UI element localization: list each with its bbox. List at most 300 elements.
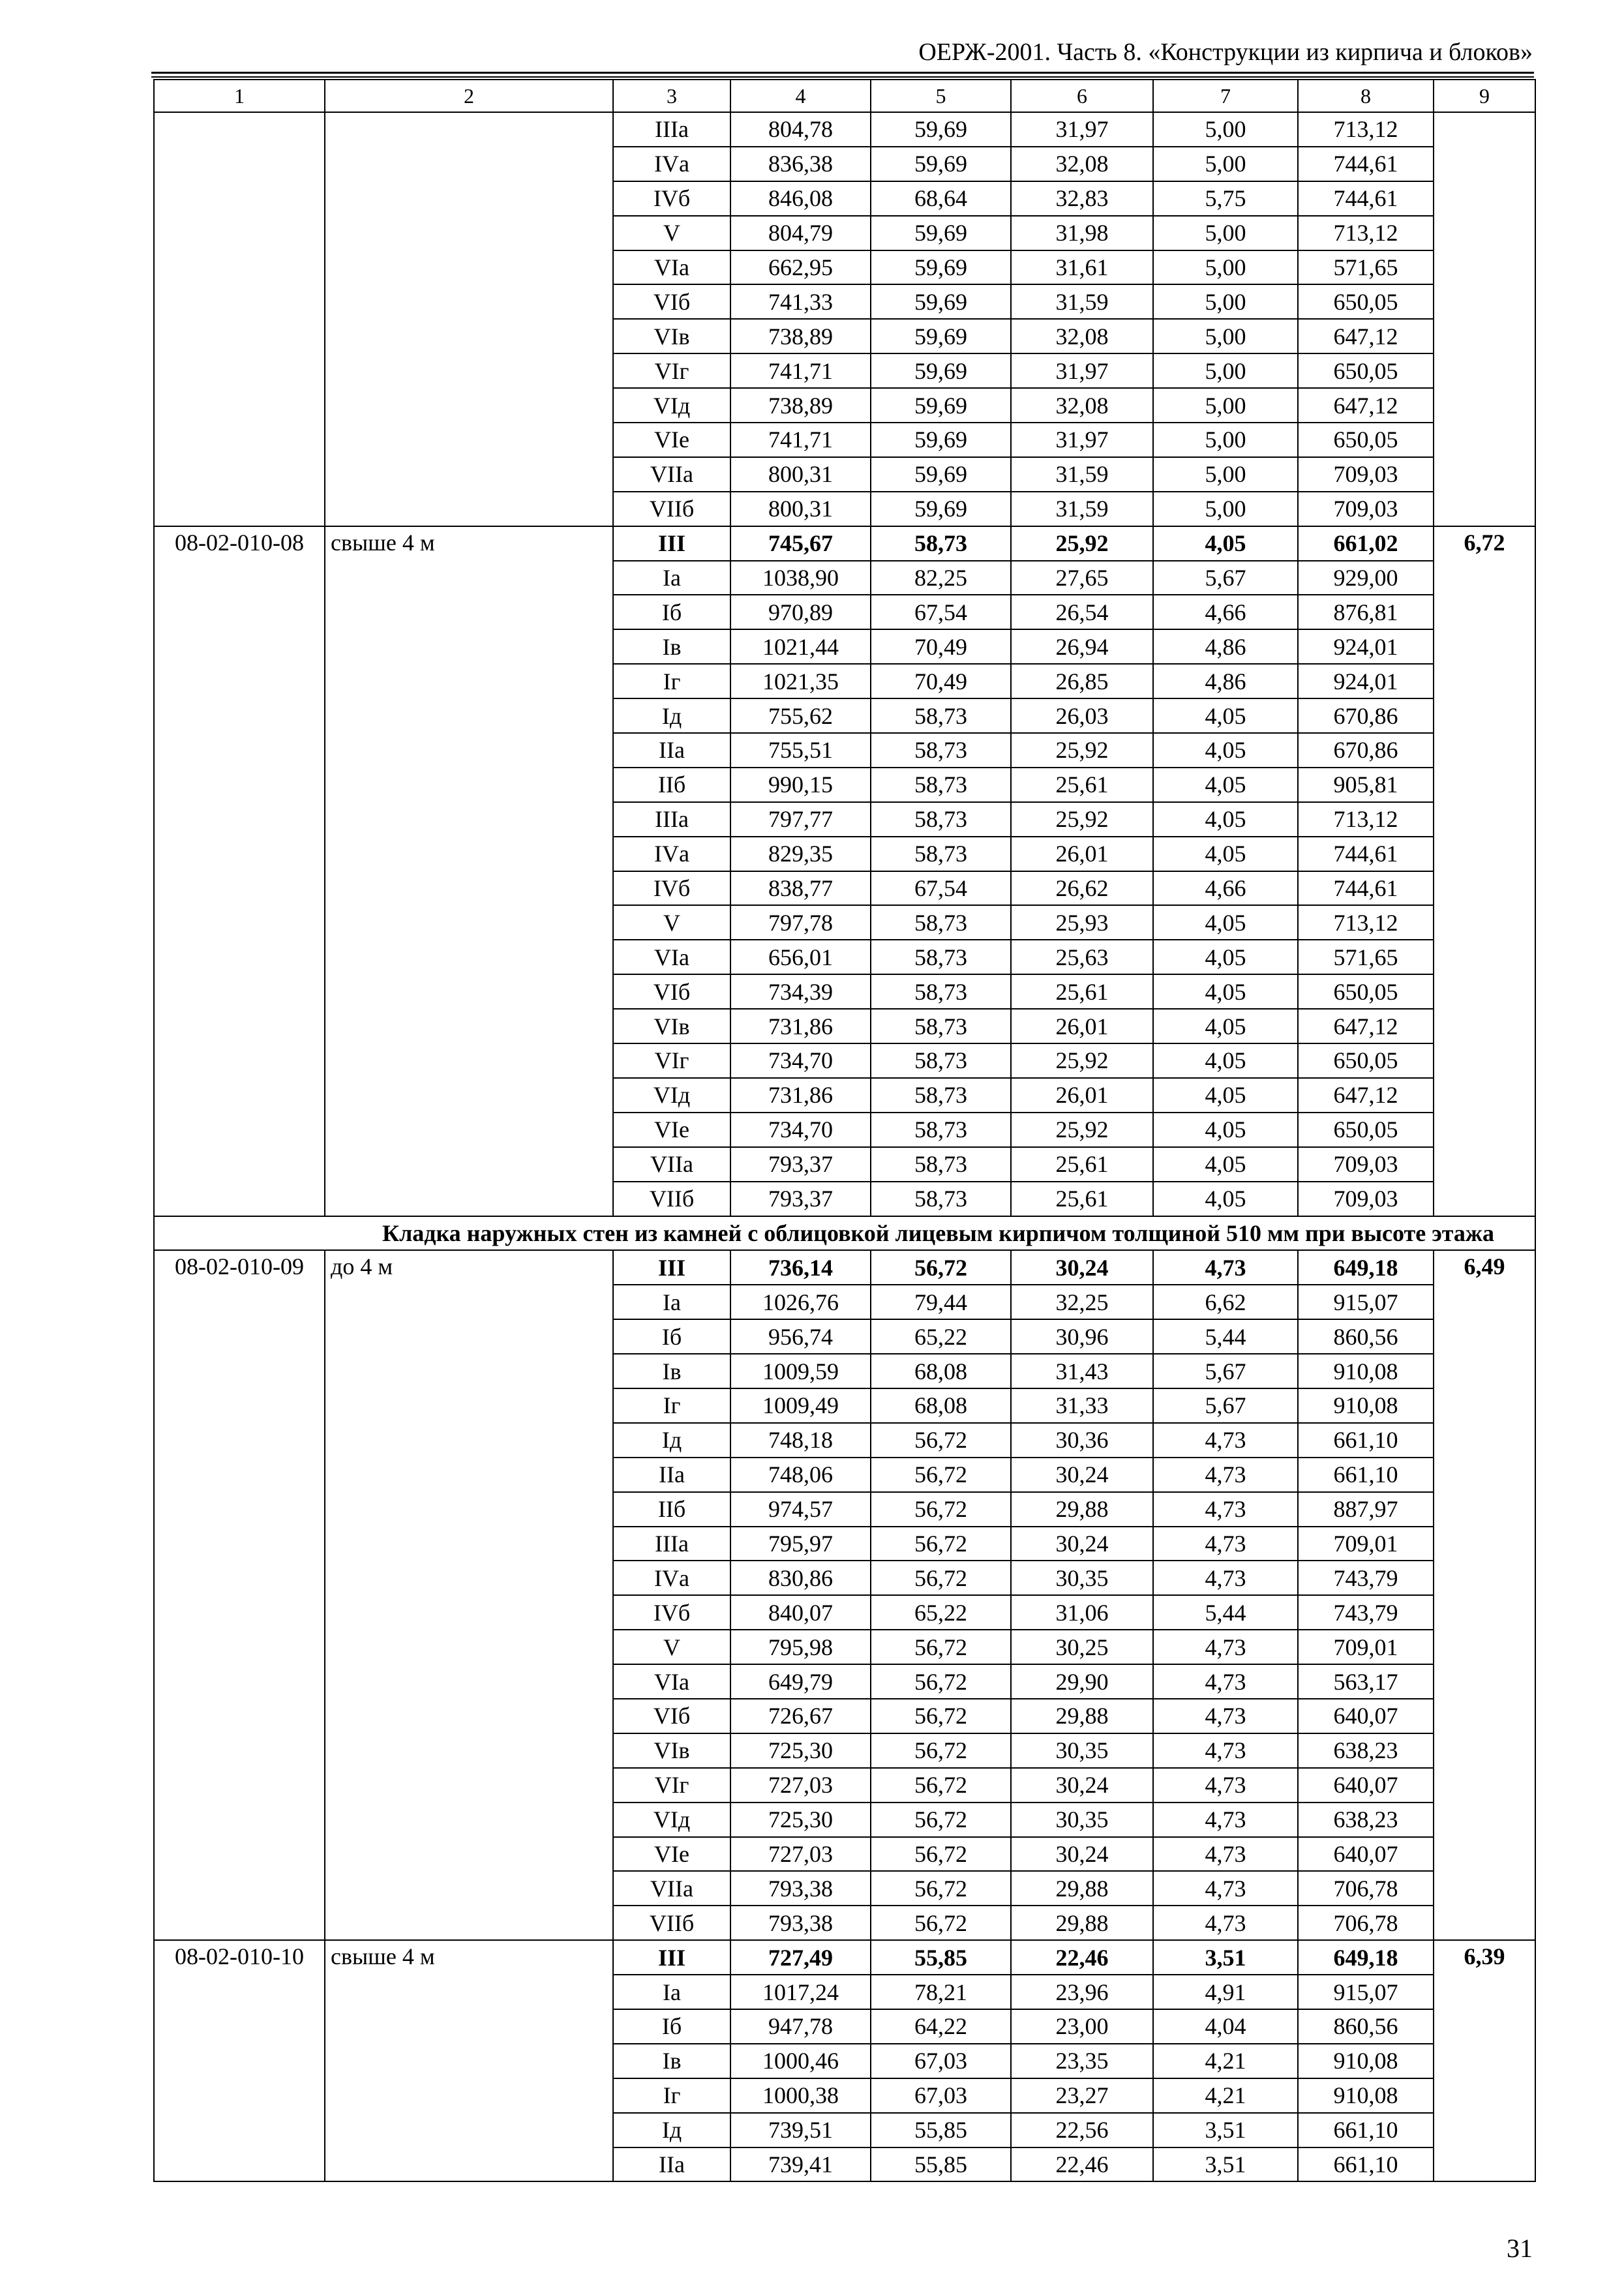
- value-cell: 731,86: [730, 1009, 871, 1043]
- value-cell: 31,61: [1011, 250, 1153, 285]
- value-cell: 25,61: [1011, 974, 1153, 1009]
- section-row: [154, 1216, 1535, 1251]
- value-cell: 25,61: [1011, 768, 1153, 802]
- value-cell: 755,51: [730, 733, 871, 768]
- value-cell: 638,23: [1298, 1803, 1434, 1837]
- value-cell: 4,05: [1153, 1147, 1298, 1182]
- value-cell: 59,69: [871, 388, 1011, 423]
- region-cell: IIа: [613, 733, 730, 768]
- value-cell: 56,72: [871, 1527, 1011, 1561]
- value-cell: 26,94: [1011, 629, 1153, 664]
- value-cell: 734,39: [730, 974, 871, 1009]
- value-cell: 59,69: [871, 112, 1011, 147]
- region-cell: VIIа: [613, 1147, 730, 1182]
- value-cell: 26,54: [1011, 595, 1153, 629]
- region-cell: V: [613, 216, 730, 250]
- value-cell: 744,61: [1298, 837, 1434, 871]
- value-cell: 640,07: [1298, 1768, 1434, 1803]
- value-cell: 25,92: [1011, 802, 1153, 837]
- value-cell: 571,65: [1298, 250, 1434, 285]
- code-cell: [154, 112, 325, 526]
- value-cell: 5,00: [1153, 388, 1298, 423]
- value-cell: 29,88: [1011, 1699, 1153, 1733]
- region-cell: VIд: [613, 1803, 730, 1837]
- value-cell: 829,35: [730, 837, 871, 871]
- value-cell: 1038,90: [730, 561, 871, 595]
- value-cell: 800,31: [730, 457, 871, 492]
- region-cell: IVа: [613, 1561, 730, 1595]
- value-cell: 56,72: [871, 1664, 1011, 1699]
- value-cell: 1009,49: [730, 1388, 871, 1423]
- value-cell: 58,73: [871, 768, 1011, 802]
- value-cell: 793,38: [730, 1906, 871, 1940]
- value-cell: 744,61: [1298, 181, 1434, 216]
- value-cell: 30,24: [1011, 1527, 1153, 1561]
- value-cell: 25,63: [1011, 940, 1153, 974]
- value-cell: 32,83: [1011, 181, 1153, 216]
- value-cell: 29,88: [1011, 1871, 1153, 1906]
- region-cell: Iа: [613, 561, 730, 595]
- value-cell: 915,07: [1298, 1975, 1434, 2009]
- value-cell: 31,43: [1011, 1354, 1153, 1388]
- page-header: ОЕРЖ-2001. Часть 8. «Конструкции из кирпича и блоков»: [918, 38, 1533, 66]
- value-cell: 709,01: [1298, 1527, 1434, 1561]
- value-cell: 649,18: [1298, 1250, 1434, 1285]
- value-cell: 709,03: [1298, 1147, 1434, 1182]
- value-cell: 30,24: [1011, 1458, 1153, 1492]
- value-cell: 731,86: [730, 1078, 871, 1113]
- value-cell: 58,73: [871, 940, 1011, 974]
- value-cell: 4,73: [1153, 1906, 1298, 1940]
- region-cell: VIе: [613, 1113, 730, 1147]
- column-number: 3: [613, 80, 730, 112]
- region-cell: III: [613, 1250, 730, 1285]
- value-cell: 5,67: [1153, 561, 1298, 595]
- value-cell: 4,05: [1153, 733, 1298, 768]
- value-cell: 26,01: [1011, 1009, 1153, 1043]
- value-cell: 68,08: [871, 1354, 1011, 1388]
- value-cell: 840,07: [730, 1595, 871, 1630]
- region-cell: Iв: [613, 2044, 730, 2078]
- value-cell: 26,85: [1011, 664, 1153, 698]
- region-cell: V: [613, 1630, 730, 1664]
- value-cell: 25,61: [1011, 1147, 1153, 1182]
- value-cell: 4,05: [1153, 1182, 1298, 1216]
- value-cell: 5,00: [1153, 492, 1298, 526]
- value-cell: 65,22: [871, 1595, 1011, 1630]
- region-cell: Iв: [613, 1354, 730, 1388]
- region-cell: VIб: [613, 974, 730, 1009]
- table-row: [154, 112, 1535, 147]
- value-cell: 5,75: [1153, 181, 1298, 216]
- value-cell: 58,73: [871, 1043, 1011, 1078]
- value-cell: 738,89: [730, 388, 871, 423]
- table-row: [154, 1940, 1535, 1975]
- value-cell: 58,73: [871, 526, 1011, 561]
- region-cell: VIа: [613, 1664, 730, 1699]
- value-cell: 4,73: [1153, 1250, 1298, 1285]
- region-cell: III: [613, 1940, 730, 1975]
- code-cell: 08-02-010-09: [154, 1250, 325, 1940]
- value-cell: 647,12: [1298, 1078, 1434, 1113]
- region-cell: Iв: [613, 629, 730, 664]
- value-cell: 5,00: [1153, 319, 1298, 353]
- value-cell: 26,01: [1011, 837, 1153, 871]
- region-cell: IVб: [613, 1595, 730, 1630]
- value-cell: 5,00: [1153, 216, 1298, 250]
- value-cell: 59,69: [871, 216, 1011, 250]
- value-cell: 82,25: [871, 561, 1011, 595]
- value-cell: 56,72: [871, 1699, 1011, 1733]
- value-cell: 5,00: [1153, 457, 1298, 492]
- value-cell: 795,98: [730, 1630, 871, 1664]
- value-cell: 56,72: [871, 1803, 1011, 1837]
- value-cell: 647,12: [1298, 1009, 1434, 1043]
- value-cell: 736,14: [730, 1250, 871, 1285]
- value-cell: 4,73: [1153, 1733, 1298, 1768]
- value-cell: 25,92: [1011, 526, 1153, 561]
- value-cell: 67,03: [871, 2078, 1011, 2113]
- value-cell: 31,59: [1011, 492, 1153, 526]
- region-cell: III: [613, 526, 730, 561]
- column-number: 2: [325, 80, 613, 112]
- value-cell: 713,12: [1298, 112, 1434, 147]
- value-cell: 31,98: [1011, 216, 1153, 250]
- value-cell: 727,03: [730, 1768, 871, 1803]
- value-cell: 26,03: [1011, 698, 1153, 733]
- value-cell: 22,46: [1011, 2147, 1153, 2182]
- value-cell: 30,36: [1011, 1423, 1153, 1458]
- value-cell: 30,24: [1011, 1837, 1153, 1872]
- value-cell: 650,05: [1298, 1113, 1434, 1147]
- value-cell: 970,89: [730, 595, 871, 629]
- value-cell: 68,64: [871, 181, 1011, 216]
- value-cell: 905,81: [1298, 768, 1434, 802]
- region-cell: IIIа: [613, 1527, 730, 1561]
- column-number: 1: [154, 80, 325, 112]
- region-cell: VIд: [613, 388, 730, 423]
- column-number: 4: [730, 80, 871, 112]
- value-cell: 5,44: [1153, 1319, 1298, 1354]
- value-cell: 4,05: [1153, 837, 1298, 871]
- value-cell: 70,49: [871, 664, 1011, 698]
- region-cell: Iа: [613, 1975, 730, 2009]
- region-cell: VIIб: [613, 1906, 730, 1940]
- region-cell: VIIб: [613, 1182, 730, 1216]
- header-rule: [151, 76, 1534, 78]
- value-cell: 793,38: [730, 1871, 871, 1906]
- value-cell: 727,03: [730, 1837, 871, 1872]
- value-cell: 56,72: [871, 1561, 1011, 1595]
- value-cell: 743,79: [1298, 1595, 1434, 1630]
- value-cell: 709,03: [1298, 492, 1434, 526]
- value-cell: 661,10: [1298, 2113, 1434, 2147]
- value-cell: 31,33: [1011, 1388, 1153, 1423]
- value-cell: 31,97: [1011, 423, 1153, 457]
- value-cell: 32,08: [1011, 147, 1153, 181]
- condition-cell: [325, 112, 613, 526]
- value-cell: 56,72: [871, 1906, 1011, 1940]
- value-cell: 58,73: [871, 1113, 1011, 1147]
- value-cell: 56,72: [871, 1250, 1011, 1285]
- region-cell: IIб: [613, 768, 730, 802]
- value-cell: 4,21: [1153, 2078, 1298, 2113]
- value-cell: 4,66: [1153, 595, 1298, 629]
- value-cell: 3,51: [1153, 1940, 1298, 1975]
- value-cell: 31,97: [1011, 112, 1153, 147]
- value-cell: 25,92: [1011, 733, 1153, 768]
- region-cell: Iа: [613, 1285, 730, 1319]
- value-cell: 793,37: [730, 1182, 871, 1216]
- value-cell: 3,51: [1153, 2113, 1298, 2147]
- value-cell: 59,69: [871, 147, 1011, 181]
- column-number: 8: [1298, 80, 1434, 112]
- value-cell: 30,96: [1011, 1319, 1153, 1354]
- region-cell: Iд: [613, 1423, 730, 1458]
- value-cell: 640,07: [1298, 1699, 1434, 1733]
- region-cell: VIе: [613, 423, 730, 457]
- code-cell: 08-02-010-10: [154, 1940, 325, 2181]
- value-cell: 725,30: [730, 1803, 871, 1837]
- value-cell: 4,73: [1153, 1492, 1298, 1527]
- value-cell: 830,86: [730, 1561, 871, 1595]
- value-cell: 4,73: [1153, 1458, 1298, 1492]
- value-cell: 4,73: [1153, 1423, 1298, 1458]
- value-cell: 25,93: [1011, 905, 1153, 940]
- value-cell: 797,78: [730, 905, 871, 940]
- region-cell: IIIа: [613, 112, 730, 147]
- value-cell: 4,73: [1153, 1871, 1298, 1906]
- value-cell: 32,25: [1011, 1285, 1153, 1319]
- value-cell: 713,12: [1298, 905, 1434, 940]
- value-cell: 741,71: [730, 423, 871, 457]
- region-cell: IIIа: [613, 802, 730, 837]
- value-cell: 947,78: [730, 2009, 871, 2044]
- region-cell: Iд: [613, 698, 730, 733]
- value-cell: 755,62: [730, 698, 871, 733]
- value-cell: 1026,76: [730, 1285, 871, 1319]
- header-rule: [151, 72, 1534, 74]
- value-cell: 797,77: [730, 802, 871, 837]
- value-cell: 30,24: [1011, 1768, 1153, 1803]
- value-cell: 738,89: [730, 319, 871, 353]
- value-cell: 58,73: [871, 802, 1011, 837]
- value-cell: 78,21: [871, 1975, 1011, 2009]
- coefficient-cell: 6,49: [1434, 1250, 1535, 1940]
- region-cell: VIе: [613, 1837, 730, 1872]
- value-cell: 58,73: [871, 1078, 1011, 1113]
- value-cell: 709,01: [1298, 1630, 1434, 1664]
- region-cell: Iб: [613, 2009, 730, 2044]
- value-cell: 860,56: [1298, 1319, 1434, 1354]
- value-cell: 640,07: [1298, 1837, 1434, 1872]
- value-cell: 58,73: [871, 1009, 1011, 1043]
- region-cell: VIв: [613, 1733, 730, 1768]
- value-cell: 58,73: [871, 905, 1011, 940]
- value-cell: 29,88: [1011, 1492, 1153, 1527]
- region-cell: VIг: [613, 353, 730, 388]
- value-cell: 647,12: [1298, 319, 1434, 353]
- region-cell: Iб: [613, 595, 730, 629]
- value-cell: 800,31: [730, 492, 871, 526]
- value-cell: 650,05: [1298, 1043, 1434, 1078]
- value-cell: 4,73: [1153, 1630, 1298, 1664]
- value-cell: 31,59: [1011, 457, 1153, 492]
- value-cell: 4,73: [1153, 1803, 1298, 1837]
- value-cell: 910,08: [1298, 2044, 1434, 2078]
- value-cell: 739,51: [730, 2113, 871, 2147]
- value-cell: 31,97: [1011, 353, 1153, 388]
- value-cell: 713,12: [1298, 802, 1434, 837]
- value-cell: 4,05: [1153, 768, 1298, 802]
- column-number: 7: [1153, 80, 1298, 112]
- value-cell: 31,06: [1011, 1595, 1153, 1630]
- value-cell: 4,73: [1153, 1561, 1298, 1595]
- region-cell: Iд: [613, 2113, 730, 2147]
- value-cell: 709,03: [1298, 457, 1434, 492]
- value-cell: 793,37: [730, 1147, 871, 1182]
- value-cell: 670,86: [1298, 698, 1434, 733]
- value-cell: 744,61: [1298, 147, 1434, 181]
- value-cell: 5,00: [1153, 284, 1298, 319]
- region-cell: IVа: [613, 837, 730, 871]
- value-cell: 68,08: [871, 1388, 1011, 1423]
- region-cell: Iг: [613, 2078, 730, 2113]
- value-cell: 4,66: [1153, 871, 1298, 906]
- value-cell: 5,00: [1153, 423, 1298, 457]
- value-cell: 4,05: [1153, 1009, 1298, 1043]
- value-cell: 650,05: [1298, 423, 1434, 457]
- value-cell: 4,05: [1153, 802, 1298, 837]
- value-cell: 26,62: [1011, 871, 1153, 906]
- value-cell: 4,05: [1153, 698, 1298, 733]
- value-cell: 56,72: [871, 1492, 1011, 1527]
- value-cell: 65,22: [871, 1319, 1011, 1354]
- value-cell: 709,03: [1298, 1182, 1434, 1216]
- region-cell: IIа: [613, 2147, 730, 2182]
- value-cell: 56,72: [871, 1733, 1011, 1768]
- value-cell: 838,77: [730, 871, 871, 906]
- value-cell: 990,15: [730, 768, 871, 802]
- value-cell: 56,72: [871, 1458, 1011, 1492]
- value-cell: 661,10: [1298, 1423, 1434, 1458]
- value-cell: 27,65: [1011, 561, 1153, 595]
- value-cell: 4,73: [1153, 1837, 1298, 1872]
- price-table: [153, 79, 1536, 2182]
- value-cell: 956,74: [730, 1319, 871, 1354]
- value-cell: 58,73: [871, 1147, 1011, 1182]
- column-number: 5: [871, 80, 1011, 112]
- value-cell: 67,54: [871, 871, 1011, 906]
- value-cell: 59,69: [871, 250, 1011, 285]
- value-cell: 59,69: [871, 423, 1011, 457]
- value-cell: 727,49: [730, 1940, 871, 1975]
- value-cell: 25,92: [1011, 1113, 1153, 1147]
- value-cell: 30,35: [1011, 1803, 1153, 1837]
- value-cell: 4,73: [1153, 1768, 1298, 1803]
- value-cell: 22,46: [1011, 1940, 1153, 1975]
- value-cell: 647,12: [1298, 388, 1434, 423]
- value-cell: 649,18: [1298, 1940, 1434, 1975]
- value-cell: 59,69: [871, 492, 1011, 526]
- region-cell: VIв: [613, 1009, 730, 1043]
- region-cell: VIг: [613, 1043, 730, 1078]
- value-cell: 924,01: [1298, 629, 1434, 664]
- value-cell: 836,38: [730, 147, 871, 181]
- value-cell: 4,05: [1153, 974, 1298, 1009]
- value-cell: 1017,24: [730, 1975, 871, 2009]
- value-cell: 3,51: [1153, 2147, 1298, 2182]
- column-number: 6: [1011, 80, 1153, 112]
- value-cell: 563,17: [1298, 1664, 1434, 1699]
- value-cell: 804,79: [730, 216, 871, 250]
- region-cell: VIIа: [613, 457, 730, 492]
- region-cell: Iг: [613, 664, 730, 698]
- value-cell: 748,06: [730, 1458, 871, 1492]
- value-cell: 59,69: [871, 457, 1011, 492]
- value-cell: 59,69: [871, 353, 1011, 388]
- value-cell: 64,22: [871, 2009, 1011, 2044]
- value-cell: 571,65: [1298, 940, 1434, 974]
- value-cell: 29,88: [1011, 1906, 1153, 1940]
- region-cell: VIб: [613, 1699, 730, 1733]
- value-cell: 32,08: [1011, 388, 1153, 423]
- region-cell: VIIа: [613, 1871, 730, 1906]
- region-cell: IVб: [613, 181, 730, 216]
- value-cell: 1000,38: [730, 2078, 871, 2113]
- value-cell: 662,95: [730, 250, 871, 285]
- coefficient-cell: [1434, 112, 1535, 526]
- value-cell: 4,73: [1153, 1664, 1298, 1699]
- value-cell: 25,92: [1011, 1043, 1153, 1078]
- value-cell: 726,67: [730, 1699, 871, 1733]
- value-cell: 30,24: [1011, 1250, 1153, 1285]
- region-cell: VIд: [613, 1078, 730, 1113]
- value-cell: 56,72: [871, 1768, 1011, 1803]
- value-cell: 29,90: [1011, 1664, 1153, 1699]
- value-cell: 70,49: [871, 629, 1011, 664]
- value-cell: 23,96: [1011, 1975, 1153, 2009]
- value-cell: 910,08: [1298, 1354, 1434, 1388]
- value-cell: 638,23: [1298, 1733, 1434, 1768]
- value-cell: 59,69: [871, 284, 1011, 319]
- value-cell: 887,97: [1298, 1492, 1434, 1527]
- value-cell: 4,86: [1153, 629, 1298, 664]
- value-cell: 79,44: [871, 1285, 1011, 1319]
- value-cell: 1000,46: [730, 2044, 871, 2078]
- coefficient-cell: 6,39: [1434, 1940, 1535, 2181]
- region-cell: VIв: [613, 319, 730, 353]
- value-cell: 915,07: [1298, 1285, 1434, 1319]
- code-cell: 08-02-010-08: [154, 526, 325, 1216]
- value-cell: 748,18: [730, 1423, 871, 1458]
- value-cell: 739,41: [730, 2147, 871, 2182]
- value-cell: 734,70: [730, 1043, 871, 1078]
- value-cell: 5,00: [1153, 353, 1298, 388]
- value-cell: 23,27: [1011, 2078, 1153, 2113]
- value-cell: 4,05: [1153, 940, 1298, 974]
- value-cell: 713,12: [1298, 216, 1434, 250]
- value-cell: 59,69: [871, 319, 1011, 353]
- value-cell: 670,86: [1298, 733, 1434, 768]
- condition-cell: свыше 4 м: [325, 1940, 613, 2181]
- value-cell: 661,10: [1298, 2147, 1434, 2182]
- region-cell: IVа: [613, 147, 730, 181]
- value-cell: 55,85: [871, 1940, 1011, 1975]
- region-cell: IIа: [613, 1458, 730, 1492]
- region-cell: VIб: [613, 284, 730, 319]
- region-cell: Iг: [613, 1388, 730, 1423]
